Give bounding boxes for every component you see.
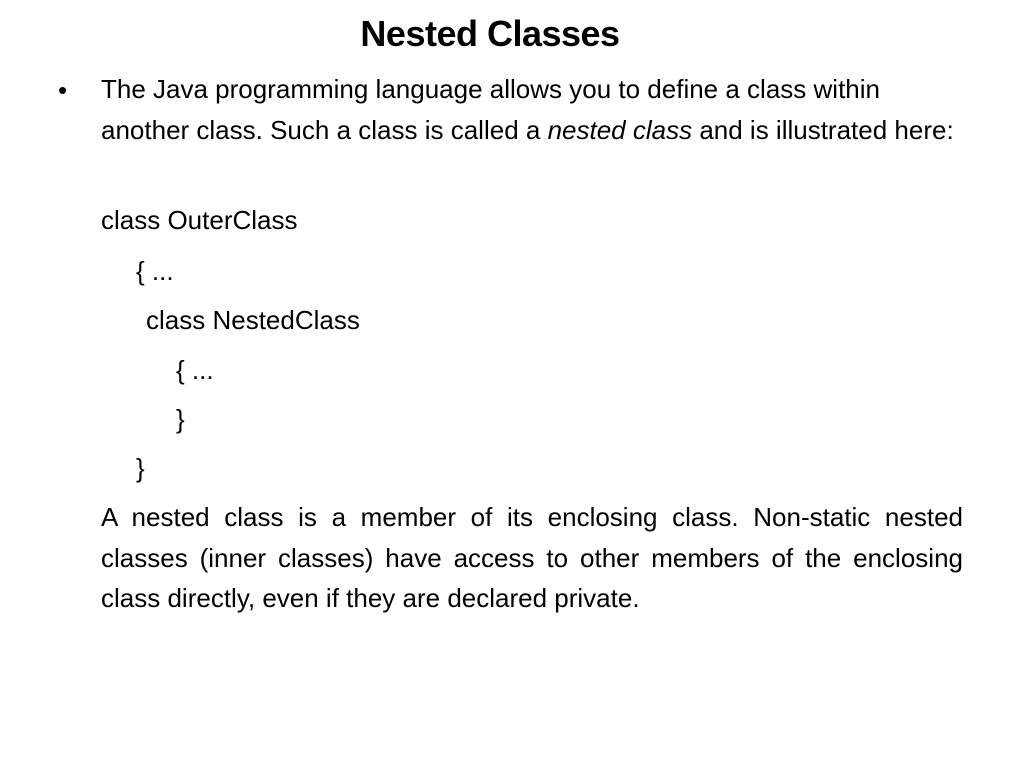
intro-text-after: and is illustrated here: — [692, 114, 954, 145]
code-line-outer-close: } — [136, 453, 145, 483]
slide-title: Nested Classes — [360, 13, 620, 54]
intro-emphasis: nested class — [547, 114, 693, 145]
code-line-nested-open: { ... — [176, 355, 214, 385]
code-line-outer-open: { ... — [136, 256, 174, 286]
code-line-nested-close: } — [176, 404, 185, 434]
intro-text-before: The Java programming language allows you to define a class within another class. Such a class is called a — [101, 74, 880, 145]
bullet-marker: • — [58, 75, 68, 105]
intro-paragraph — [101, 69, 963, 150]
code-line-outer-class: class OuterClass — [101, 205, 298, 235]
code-line-nested-class: class NestedClass — [146, 305, 360, 335]
outro-paragraph: A nested class is a member of its enclosing class. Non-static nested classes (inner classes) have access to other members of the enclosing class directly, even if they are declared private. — [101, 502, 963, 613]
